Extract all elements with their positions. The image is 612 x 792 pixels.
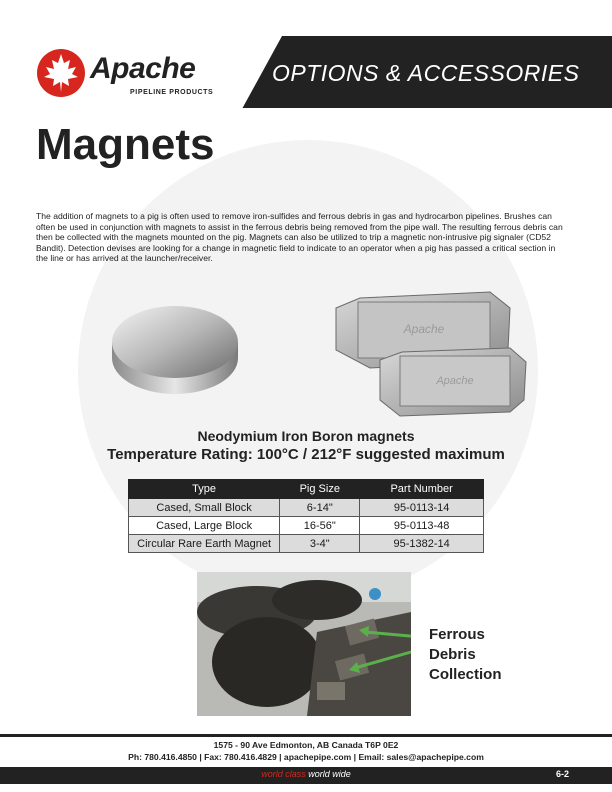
slogan-part2: world wide (308, 769, 351, 779)
circular-magnet-image (110, 300, 240, 396)
column-header-type: Type (129, 480, 280, 499)
intro-paragraph: The addition of magnets to a pig is often used to remove iron-sulfides and ferrous debris in gas and hydrocarbon pipelines. Brushes can often be used in conjunction with magnets to assist in the ferrous debris being removed from the pipe wall. The resulting ferrous debris can then be collected with the magnets mounted on the pig. Magnets can also be utilized to trip a magnetic non-intrusive pig signaler (CD52 Bandit). Detection devises are looking for a change in magnetic field to indicate to an operator when a pig has passed a critical section in the line or has arrived at the launcher/receiver. (36, 211, 563, 264)
debris-collection-image (197, 572, 411, 716)
temperature-rating-caption: Temperature Rating: 100°C / 212°F suggested maximum (107, 446, 505, 463)
slogan-part1: world class (261, 769, 306, 779)
cell-pig-size: 6-14" (280, 499, 360, 517)
cell-pig-size: 3-4" (280, 535, 360, 553)
svg-text:Apache: Apache (436, 375, 474, 387)
debris-label-line3: Collection (429, 666, 502, 683)
footer-slogan (0, 769, 612, 779)
debris-label-line1: Ferrous (429, 626, 485, 643)
footer-address: 1575 - 90 Ave Edmonton, AB Canada T6P 0E2 (213, 740, 399, 750)
footer-contact: Ph: 780.416.4850 | Fax: 780.416.4829 | apachepipe.com | Email: sales@apachepipe.com (128, 752, 484, 762)
page-title: Magnets (36, 120, 215, 169)
table-row (129, 535, 484, 553)
page-number: 6-2 (556, 769, 570, 779)
cell-part-number: 95-0113-14 (360, 499, 484, 517)
magnet-spec-table (128, 479, 484, 553)
block-magnets-image (330, 288, 530, 418)
cell-type: Circular Rare Earth Magnet (129, 535, 280, 553)
table-row (129, 499, 484, 517)
brand-name: Apache (90, 52, 196, 85)
table-header-row (129, 480, 484, 499)
cell-part-number: 95-0113-48 (360, 517, 484, 535)
cell-type: Cased, Large Block (129, 517, 280, 535)
debris-label-line2: Debris (429, 646, 476, 663)
brand-tagline: PIPELINE PRODUCTS (130, 89, 214, 96)
maple-leaf-disc-icon (36, 48, 86, 98)
magnet-type-caption: Neodymium Iron Boron magnets (197, 428, 415, 444)
svg-text:Apache: Apache (403, 322, 445, 336)
debris-collection-label (429, 625, 502, 685)
section-title: OPTIONS & ACCESSORIES (272, 60, 580, 86)
cell-type: Cased, Small Block (129, 499, 280, 517)
cell-pig-size: 16-56" (280, 517, 360, 535)
cell-part-number: 95-1382-14 (360, 535, 484, 553)
table-row (129, 517, 484, 535)
footer-divider (0, 734, 612, 737)
column-header-part-number: Part Number (360, 480, 484, 499)
column-header-pig-size: Pig Size (280, 480, 360, 499)
